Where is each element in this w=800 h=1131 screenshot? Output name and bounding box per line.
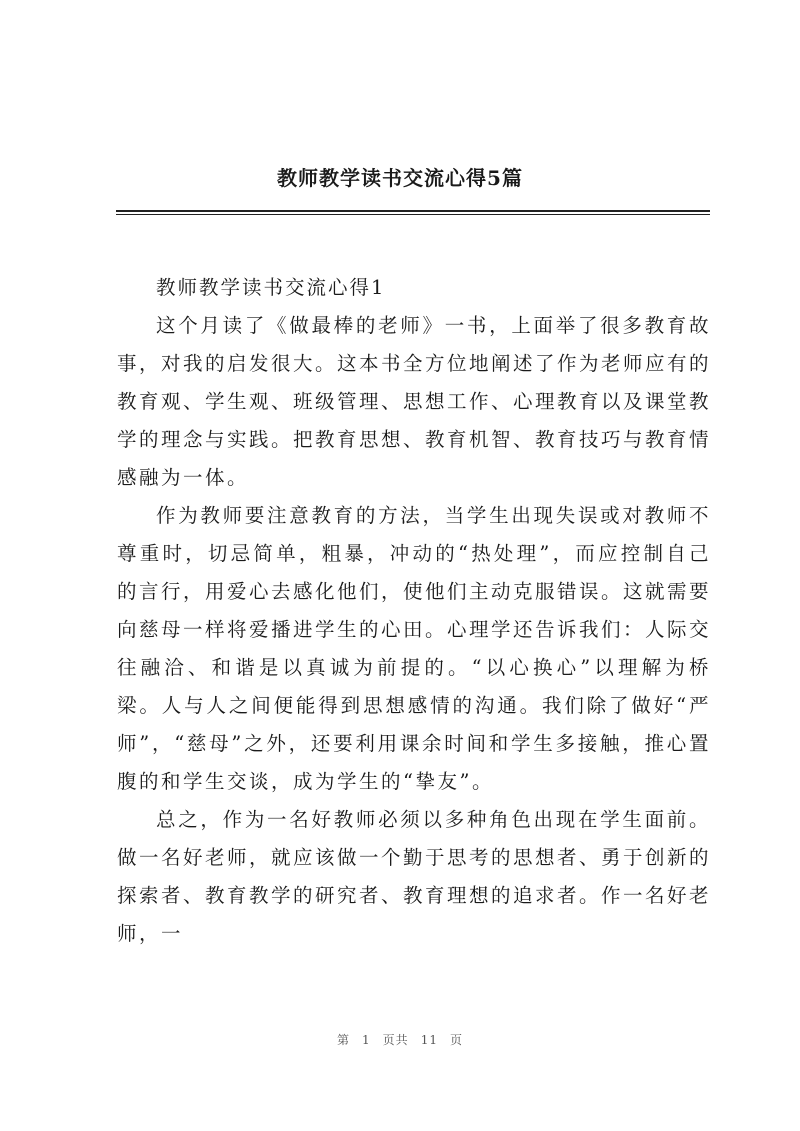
document-title: 教师教学读书交流心得5篇 xyxy=(277,166,523,190)
footer-label-end: 页 xyxy=(449,1033,463,1047)
title-divider-thin xyxy=(116,214,710,215)
footer-total-pages: 11 xyxy=(420,1033,438,1047)
title-divider xyxy=(116,210,710,212)
footer-label-of: 页共 xyxy=(382,1033,409,1047)
footer-page-number: 1 xyxy=(362,1033,371,1047)
page-footer xyxy=(0,1031,800,1048)
paragraph: 这个月读了《做最棒的老师》一书，上面举了很多教育故事，对我的启发很大。这本书全方位地阐述了作为老师应有的教育观、学生观、班级管理、思想工作、心理教育以及课堂教学的理念与实践。把教育思想、教育机智、教育技巧与教育情感融为一体。 xyxy=(117,314,712,489)
paragraph: 总之，作为一名好教师必须以多种角色出现在学生面前。做一名好老师，就应该做一个勤于思考的思想者、勇于创新的探索者、教育教学的研究者、教育理想的追求者。作一名好老师，一 xyxy=(117,808,712,945)
paragraph: 作为教师要注意教育的方法，当学生出现失误或对教师不尊重时，切忌简单，粗暴，冲动的“热处理”，而应控制自己的言行，用爱心去感化他们，使他们主动克服错误。这就需要向慈母一样将爱播进学生的心田。心理学还告诉我们：人际交往融洽、和谐是以真诚为前提的。“以心换心”以理解为桥梁。人与人之间便能得到思想感情的沟通。我们除了做好“严师”，“慈母”之外，还要利用课余时间和学生多接触，推心置腹的和学生交谈，成为学生的“挚友”。 xyxy=(117,504,712,793)
section-heading: 教师教学读书交流心得1 xyxy=(156,276,386,299)
document-body xyxy=(117,269,711,953)
footer-label-page: 第 xyxy=(337,1033,351,1047)
